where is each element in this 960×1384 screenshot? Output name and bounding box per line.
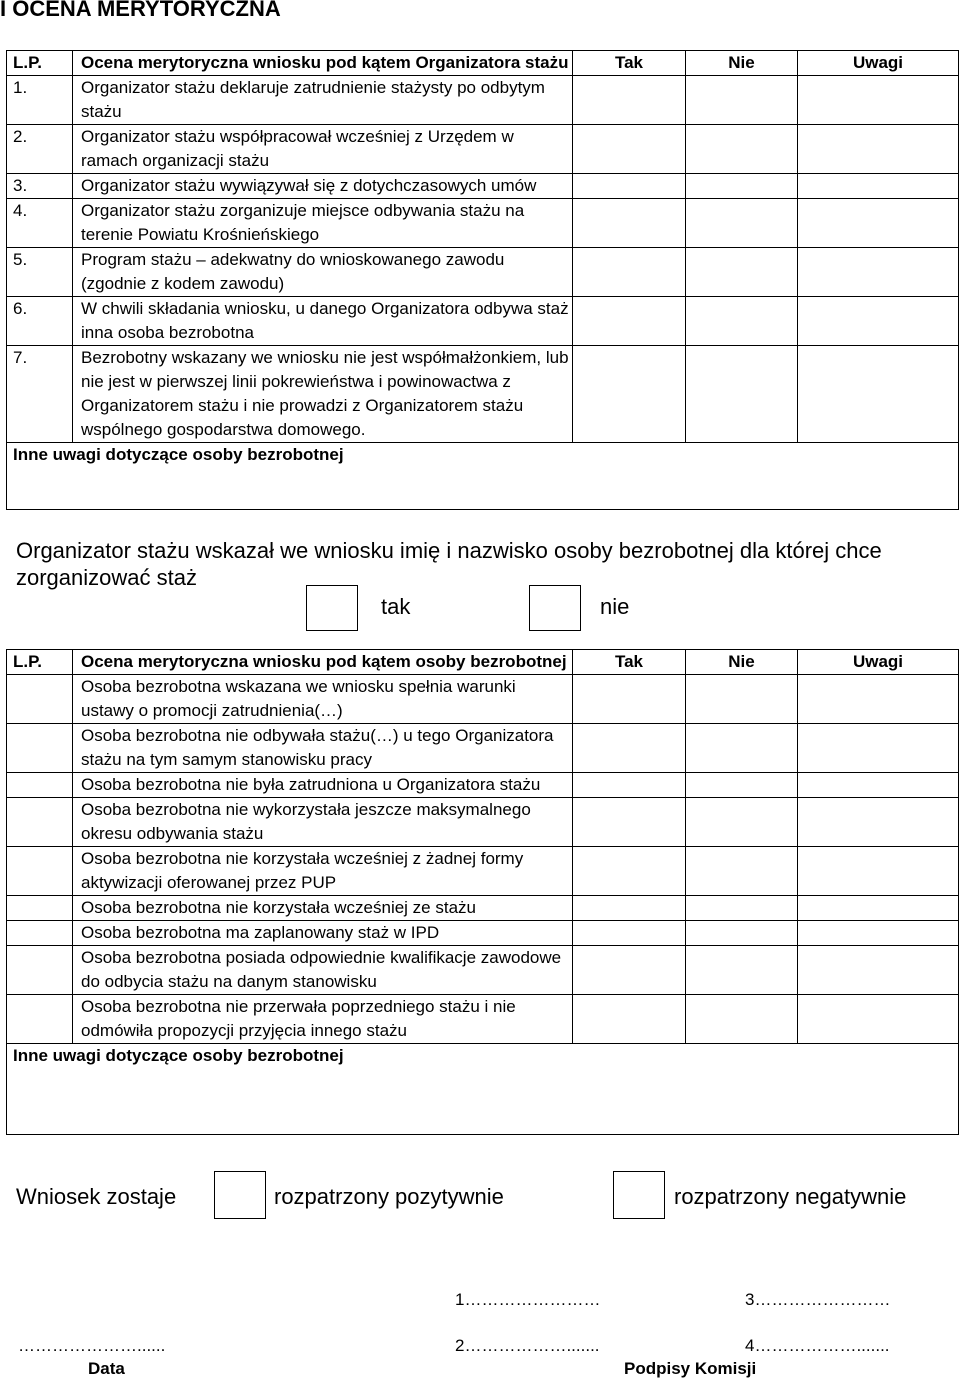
table-row xyxy=(7,675,959,724)
positive-checkbox[interactable] xyxy=(214,1171,266,1219)
tak-cell[interactable] xyxy=(573,76,686,125)
table-row xyxy=(7,248,959,297)
table-row xyxy=(7,896,959,921)
uwagi-header: Uwagi xyxy=(798,650,959,675)
table-row xyxy=(7,125,959,174)
uwagi-cell[interactable] xyxy=(798,76,959,125)
table-row xyxy=(7,174,959,199)
nie-cell[interactable] xyxy=(686,174,798,199)
nie-cell[interactable] xyxy=(686,724,798,773)
lp-header: L.P. xyxy=(7,650,73,675)
no-label: nie xyxy=(600,594,630,619)
notes-field[interactable]: Inne uwagi dotyczące osoby bezrobotnej xyxy=(7,443,959,510)
question-text: Organizator stażu wskazał we wniosku imię i nazwisko osoby bezrobotnej dla której chce zorganizować staż xyxy=(16,538,882,590)
criterion-header: Ocena merytoryczna wniosku pod kątem osoby bezrobotnej xyxy=(73,650,573,675)
tak-cell[interactable] xyxy=(573,724,686,773)
tak-cell[interactable] xyxy=(573,921,686,946)
tak-cell[interactable] xyxy=(573,248,686,297)
commission-label: Podpisy Komisji xyxy=(624,1359,757,1378)
nie-cell[interactable] xyxy=(686,847,798,896)
row-criterion: Bezrobotny wskazany we wniosku nie jest współmałżonkiem, lub nie jest w pierwszej linii pokrewieństwa i powinowactwa z Organizatorem stażu i nie prowadzi z Organizatorem stażu wspólnego gospodarstwa domowego. xyxy=(73,346,573,443)
notes-field[interactable]: Inne uwagi dotyczące osoby bezrobotnej xyxy=(7,1044,959,1135)
uwagi-cell[interactable] xyxy=(798,921,959,946)
table-row xyxy=(7,921,959,946)
tak-cell[interactable] xyxy=(573,297,686,346)
tak-cell[interactable] xyxy=(573,847,686,896)
tak-cell[interactable] xyxy=(573,174,686,199)
row-criterion: Osoba bezrobotna nie przerwała poprzedniego stażu i nie odmówiła propozycji przyjęcia innego stażu xyxy=(73,995,573,1044)
tak-cell[interactable] xyxy=(573,896,686,921)
uwagi-cell[interactable] xyxy=(798,125,959,174)
tak-cell[interactable] xyxy=(573,798,686,847)
row-criterion: Osoba bezrobotna nie odbywała stażu(…) u tego Organizatora stażu na tym samym stanowisku pracy xyxy=(73,724,573,773)
tak-cell[interactable] xyxy=(573,995,686,1044)
table-row xyxy=(7,297,959,346)
row-number: 3. xyxy=(7,174,73,199)
lp-header: L.P. xyxy=(7,51,73,76)
signature-line-1[interactable]: 1…………………… xyxy=(455,1290,601,1309)
row-criterion: Osoba bezrobotna wskazana we wniosku spełnia warunki ustawy o promocji zatrudnienia(…) xyxy=(73,675,573,724)
row-number: 5. xyxy=(7,248,73,297)
nie-cell[interactable] xyxy=(686,675,798,724)
nie-cell[interactable] xyxy=(686,921,798,946)
row-criterion: Osoba bezrobotna nie korzystała wcześniej ze stażu xyxy=(73,896,573,921)
uwagi-header: Uwagi xyxy=(798,51,959,76)
tak-cell[interactable] xyxy=(573,125,686,174)
nie-cell[interactable] xyxy=(686,125,798,174)
nie-cell[interactable] xyxy=(686,346,798,443)
tak-header: Tak xyxy=(573,51,686,76)
signature-line-2[interactable]: 2………………....... xyxy=(455,1336,600,1355)
date-label: Data xyxy=(88,1359,125,1378)
uwagi-cell[interactable] xyxy=(798,297,959,346)
nie-header: Nie xyxy=(686,51,798,76)
tak-header: Tak xyxy=(573,650,686,675)
negative-label: rozpatrzony negatywnie xyxy=(674,1184,907,1209)
table-row xyxy=(7,847,959,896)
table-row xyxy=(7,798,959,847)
uwagi-cell[interactable] xyxy=(798,946,959,995)
row-criterion: Osoba bezrobotna ma zaplanowany staż w IPD xyxy=(73,921,573,946)
table-row xyxy=(7,199,959,248)
notes-row xyxy=(7,1044,959,1135)
row-criterion: Organizator stażu zorganizuje miejsce odbywania stażu na terenie Powiatu Krośnieńskiego xyxy=(73,199,573,248)
nie-cell[interactable] xyxy=(686,76,798,125)
positive-label: rozpatrzony pozytywnie xyxy=(274,1184,504,1209)
section-title: I OCENA MERYTORYCZNA xyxy=(0,0,281,21)
negative-checkbox[interactable] xyxy=(613,1171,665,1219)
uwagi-cell[interactable] xyxy=(798,174,959,199)
row-criterion: W chwili składania wniosku, u danego Organizatora odbywa staż inna osoba bezrobotna xyxy=(73,297,573,346)
nie-cell[interactable] xyxy=(686,773,798,798)
row-criterion: Osoba bezrobotna nie była zatrudniona u Organizatora stażu xyxy=(73,773,573,798)
uwagi-cell[interactable] xyxy=(798,847,959,896)
uwagi-cell[interactable] xyxy=(798,773,959,798)
table-header-row xyxy=(7,650,959,675)
uwagi-cell[interactable] xyxy=(798,896,959,921)
nie-header: Nie xyxy=(686,650,798,675)
row-number: 1. xyxy=(7,76,73,125)
nie-cell[interactable] xyxy=(686,297,798,346)
uwagi-cell[interactable] xyxy=(798,248,959,297)
table-row xyxy=(7,995,959,1044)
table-row xyxy=(7,946,959,995)
uwagi-cell[interactable] xyxy=(798,199,959,248)
uwagi-cell[interactable] xyxy=(798,346,959,443)
row-number: 6. xyxy=(7,297,73,346)
criterion-header: Ocena merytoryczna wniosku pod kątem Organizatora stażu xyxy=(73,51,573,76)
tak-cell[interactable] xyxy=(573,675,686,724)
row-criterion: Program stażu – adekwatny do wnioskowanego zawodu (zgodnie z kodem zawodu) xyxy=(73,248,573,297)
row-criterion: Osoba bezrobotna nie wykorzystała jeszcze maksymalnego okresu odbywania stażu xyxy=(73,798,573,847)
row-number: 7. xyxy=(7,346,73,443)
row-number: 4. xyxy=(7,199,73,248)
row-criterion: Osoba bezrobotna nie korzystała wcześniej z żadnej formy aktywizacji oferowanej przez PUP xyxy=(73,847,573,896)
nie-cell[interactable] xyxy=(686,896,798,921)
table-row xyxy=(7,76,959,125)
table-row xyxy=(7,773,959,798)
uwagi-cell[interactable] xyxy=(798,675,959,724)
tak-cell[interactable] xyxy=(573,346,686,443)
row-criterion: Organizator stażu deklaruje zatrudnienie stażysty po odbytym stażu xyxy=(73,76,573,125)
tak-cell[interactable] xyxy=(573,773,686,798)
nie-cell[interactable] xyxy=(686,946,798,995)
unemployed-assessment-table xyxy=(6,649,959,1135)
nie-cell[interactable] xyxy=(686,248,798,297)
table-row xyxy=(7,346,959,443)
organizer-assessment-table xyxy=(6,50,959,510)
tak-cell[interactable] xyxy=(573,199,686,248)
uwagi-cell[interactable] xyxy=(798,724,959,773)
row-criterion: Osoba bezrobotna posiada odpowiednie kwalifikacje zawodowe do odbycia stażu na danym stanowisku xyxy=(73,946,573,995)
nie-cell[interactable] xyxy=(686,199,798,248)
signature-line-4[interactable]: 4………………....... xyxy=(745,1336,890,1355)
row-criterion: Organizator stażu współpracował wcześniej z Urzędem w ramach organizacji stażu xyxy=(73,125,573,174)
tak-cell[interactable] xyxy=(573,946,686,995)
notes-row xyxy=(7,443,959,510)
table-header-row xyxy=(7,51,959,76)
nie-cell[interactable] xyxy=(686,995,798,1044)
decision-label: Wniosek zostaje xyxy=(16,1184,177,1209)
row-number: 2. xyxy=(7,125,73,174)
nie-cell[interactable] xyxy=(686,798,798,847)
yes-label: tak xyxy=(381,594,411,619)
yes-checkbox[interactable] xyxy=(306,585,358,631)
signature-line-3[interactable]: 3…………………… xyxy=(745,1290,891,1309)
row-criterion: Organizator stażu wywiązywał się z dotychczasowych umów xyxy=(73,174,573,199)
date-line[interactable]: …………………...... xyxy=(18,1336,166,1355)
table-row xyxy=(7,724,959,773)
uwagi-cell[interactable] xyxy=(798,798,959,847)
uwagi-cell[interactable] xyxy=(798,995,959,1044)
no-checkbox[interactable] xyxy=(529,585,581,631)
